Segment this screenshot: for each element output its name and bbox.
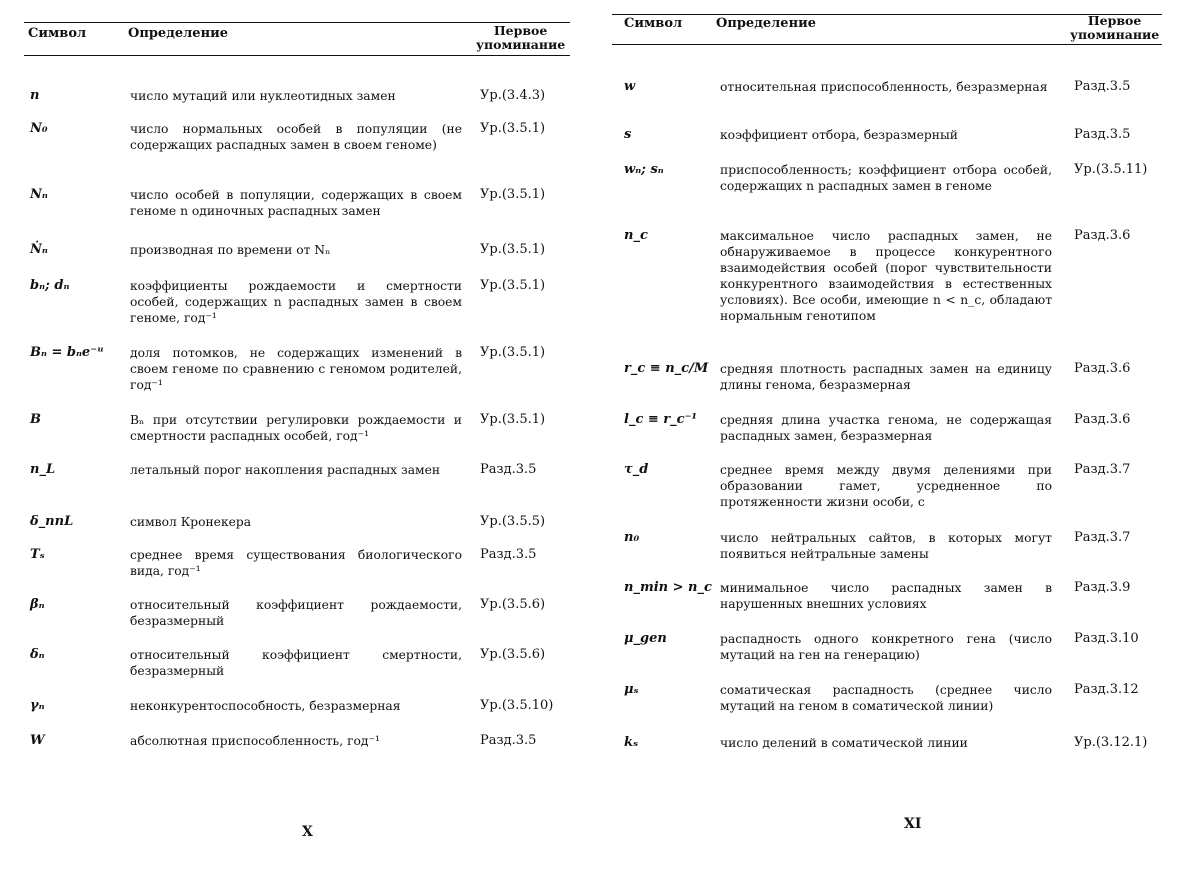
row-first-mention: Ур.(3.4.3) (480, 88, 546, 103)
row-first-mention: Ур.(3.5.1) (480, 345, 546, 360)
row-first-mention: Разд.3.7 (1074, 462, 1131, 477)
row-first-mention: Ур.(3.5.1) (480, 121, 546, 136)
row-first-mention: Разд.3.5 (480, 733, 537, 748)
row-first-mention: Разд.3.5 (480, 462, 537, 477)
row-symbol: n_min > n_c (624, 580, 712, 595)
row-definition: относительная приспособленность, безразмерная (720, 80, 1048, 94)
page-number: X (302, 824, 313, 840)
row-definition: число делений в соматической линии (720, 736, 968, 750)
row-symbol: δ_nnL (30, 514, 74, 529)
row-symbol: n_c (624, 228, 648, 243)
row-definition: приспособленность; коэффициент отбора особей, содержащих n распадных замен в геноме (720, 163, 1052, 193)
row-first-mention: Ур.(3.5.1) (480, 187, 546, 202)
row-first-mention: Разд.3.5 (1074, 79, 1131, 94)
row-symbol: r_c ≡ n_c/M (624, 361, 709, 376)
row-definition: соматическая распадность (среднее число мутаций на геном в соматической линии) (720, 683, 1052, 713)
row-symbol: N₀ (30, 121, 48, 136)
header-symbol: Символ (28, 26, 87, 41)
row-symbol: l_c ≡ r_c⁻¹ (624, 412, 698, 427)
header-symbol: Символ (624, 16, 683, 31)
page-number: XI (904, 816, 922, 832)
row-symbol: s (624, 127, 632, 142)
row-symbol: bₙ; dₙ (30, 278, 70, 293)
row-definition: абсолютная приспособленность, год⁻¹ (130, 734, 380, 748)
row-symbol: n (30, 88, 40, 103)
row-first-mention: Ур.(3.12.1) (1074, 735, 1148, 750)
row-symbol: τ_d (624, 462, 649, 477)
header-bottom-rule (24, 55, 570, 56)
row-definition: среднее время между двумя делениями при образовании гамет, усредненное по протяженности жизни особи, с (720, 463, 1052, 509)
row-definition: относительный коэффициент рождаемости, безразмерный (130, 598, 462, 628)
row-definition: Bₙ при отсутствии регулировки рождаемости и смертности распадных особей, год⁻¹ (130, 413, 462, 443)
table-header (612, 10, 1160, 44)
row-symbol: W (30, 733, 45, 748)
row-definition: число особей в популяции, содержащих в своем геноме n одиночных распадных замен (130, 188, 462, 218)
row-definition: среднее время существования биологического вида, год⁻¹ (130, 548, 462, 578)
row-first-mention: Ур.(3.5.1) (480, 412, 546, 427)
row-definition: максимальное число распадных замен, не обнаруживаемое в процессе конкурентного взаимодействия особей (порог чувствительности конкурентного взаимодействия в естественных условиях). Все особи, имеющие n < n_c, обладают нормальным генотипом (720, 229, 1052, 323)
row-first-mention: Разд.3.12 (1074, 682, 1139, 697)
row-first-mention: Ур.(3.5.1) (480, 278, 546, 293)
header-first-mention: Первое упоминание (1070, 13, 1160, 42)
row-first-mention: Разд.3.9 (1074, 580, 1131, 595)
row-symbol: Bₙ = bₙe⁻ᵘ (30, 345, 104, 360)
row-first-mention: Ур.(3.5.11) (1074, 162, 1148, 177)
header-first-mention: Первое упоминание (476, 23, 566, 52)
row-definition: символ Кронекера (130, 515, 252, 529)
row-symbol: Tₛ (30, 547, 45, 562)
row-symbol: γₙ (30, 698, 45, 713)
row-symbol: n₀ (624, 530, 640, 545)
row-first-mention: Ур.(3.5.10) (480, 698, 554, 713)
header-definition: Определение (128, 26, 229, 41)
row-symbol: w (624, 79, 636, 94)
header-definition: Определение (716, 16, 817, 31)
row-symbol: Nₙ (30, 187, 48, 202)
row-first-mention: Разд.3.7 (1074, 530, 1131, 545)
row-symbol: Ṅₙ (30, 242, 48, 257)
row-first-mention: Ур.(3.5.6) (480, 647, 546, 662)
row-first-mention: Разд.3.5 (480, 547, 537, 562)
row-first-mention: Разд.3.6 (1074, 228, 1131, 243)
row-definition: средняя плотность распадных замен на единицу длины генома, безразмерная (720, 362, 1052, 392)
row-definition: неконкурентоспособность, безразмерная (130, 699, 401, 713)
row-definition: число мутаций или нуклеотидных замен (130, 89, 396, 103)
row-first-mention: Разд.3.10 (1074, 631, 1139, 646)
row-symbol: βₙ (30, 597, 45, 612)
row-symbol: n_L (30, 462, 56, 477)
row-symbol: B (30, 412, 41, 427)
row-definition: относительный коэффициент смертности, безразмерный (130, 648, 462, 678)
row-first-mention: Ур.(3.5.5) (480, 514, 546, 529)
row-definition: летальный порог накопления распадных замен (130, 463, 441, 477)
row-definition: доля потомков, не содержащих изменений в своем геноме по сравнению с геномом родителей, год⁻¹ (130, 346, 462, 392)
row-symbol: δₙ (30, 647, 45, 662)
row-first-mention: Разд.3.6 (1074, 412, 1131, 427)
row-definition: коэффициент отбора, безразмерный (720, 128, 958, 142)
row-first-mention: Разд.3.6 (1074, 361, 1131, 376)
row-symbol: kₛ (624, 735, 639, 750)
row-definition: средняя длина участка генома, не содержащая распадных замен, безразмерная (720, 413, 1052, 443)
table-header (24, 20, 572, 54)
row-definition: минимальное число распадных замен в нарушенных внешних условиях (720, 581, 1052, 611)
row-symbol: μ_gen (624, 631, 667, 646)
row-first-mention: Разд.3.5 (1074, 127, 1131, 142)
row-definition: коэффициенты рождаемости и смертности особей, содержащих n распадных замен в своем геноме, год⁻¹ (130, 279, 462, 325)
row-first-mention: Ур.(3.5.1) (480, 242, 546, 257)
row-first-mention: Ур.(3.5.6) (480, 597, 546, 612)
row-definition: производная по времени от Nₙ (130, 243, 331, 257)
row-definition: число нормальных особей в популяции (не содержащих распадных замен в своем геноме) (130, 122, 462, 152)
row-definition: число нейтральных сайтов, в которых могут появиться нейтральные замены (720, 531, 1052, 561)
row-symbol: μₛ (624, 682, 639, 697)
header-bottom-rule (612, 44, 1162, 45)
row-definition: распадность одного конкретного гена (число мутаций на ген на генерацию) (720, 632, 1052, 662)
row-symbol: wₙ; sₙ (624, 162, 664, 177)
